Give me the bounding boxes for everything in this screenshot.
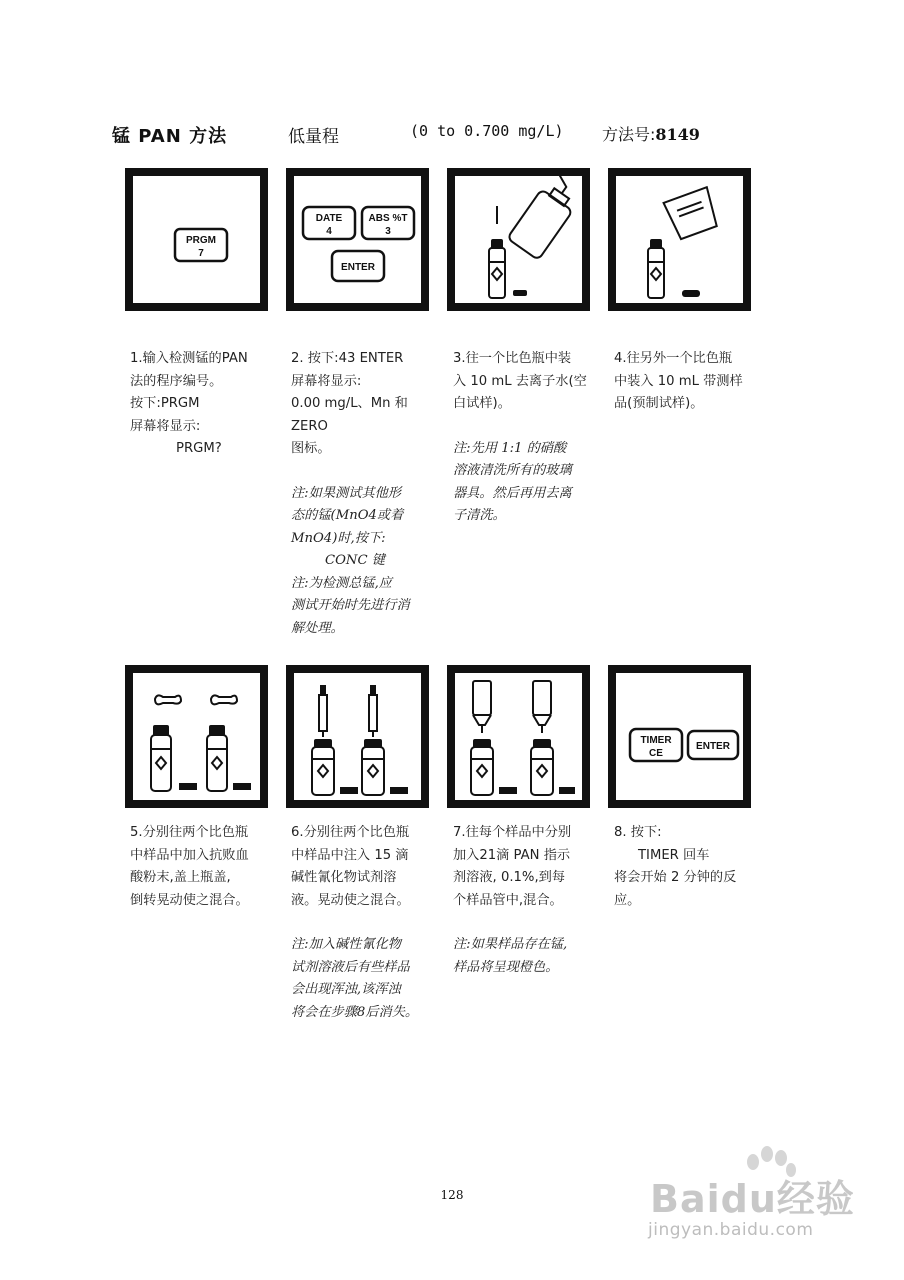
- step-2-illustration: [286, 168, 429, 311]
- note-line: 注:先用 1:1 的硝酸: [453, 440, 567, 456]
- step-line: 中样品中加入抗败血: [130, 847, 249, 863]
- dropper-bottles-icon: [294, 673, 421, 800]
- date-key-num: 4: [326, 226, 332, 237]
- step-8-illustration: [608, 665, 751, 808]
- step-line: 中装入 10 mL 带测样: [614, 373, 743, 389]
- method-label: 方法号:: [602, 125, 656, 144]
- enter-key-label: ENTER: [696, 741, 730, 752]
- step-line: 应。: [614, 892, 641, 908]
- step-line: 7.往每个样品中分别: [453, 825, 572, 840]
- step-5-illustration: [125, 665, 268, 808]
- range-units: (0 to 0.700 mg/L): [410, 122, 564, 140]
- note-line: 器具。然后再用去离: [453, 485, 572, 501]
- step-6-text: [291, 822, 441, 1024]
- step-line: 法的程序编号。: [130, 373, 223, 389]
- prgm-key-icon: [133, 176, 260, 303]
- step-7-text: [453, 822, 603, 979]
- step-line: 白试样)。: [453, 396, 511, 411]
- key-line: TIMER 回车: [638, 847, 710, 863]
- note-line: 注:为检测总锰,应: [291, 575, 392, 591]
- range-label: 低量程: [288, 127, 339, 147]
- powder-pillow-icon: [133, 673, 260, 800]
- reagent-bottles-icon: [455, 673, 582, 800]
- step-line: 个样品管中,混合。: [453, 892, 563, 908]
- step-line: 倒转晃动使之混合。: [130, 892, 249, 908]
- method-number-line: [602, 122, 700, 145]
- step-6-illustration: [286, 665, 429, 808]
- step-line: 中样品中注入 15 滴: [291, 847, 409, 863]
- step-line: 0.00 mg/L、Mn 和 ZERO: [291, 396, 408, 434]
- note-line: 将会在步骤8后消失。: [291, 1004, 419, 1020]
- step-3-text: [453, 348, 603, 528]
- note-line: 会出现浑浊,该浑浊: [291, 982, 401, 997]
- note-key: CONC 键: [325, 553, 385, 568]
- step-line: 图标。: [291, 441, 331, 456]
- step-line: 5.分别往两个比色瓶: [130, 825, 249, 840]
- step-line: 屏幕将显示:: [130, 418, 201, 434]
- step-7-illustration: [447, 665, 590, 808]
- abs-key-num: 3: [385, 226, 391, 237]
- step-line: 剂溶液, 0.1%,到每: [453, 870, 566, 885]
- step-2-text: [291, 348, 441, 640]
- note-line: 试剂溶液后有些样品: [291, 959, 410, 975]
- note-line: 解处理。: [291, 620, 344, 636]
- enter-key-label: ENTER: [341, 262, 375, 273]
- step-line: 液。晃动使之混合。: [291, 892, 410, 908]
- step-8-text: [614, 822, 764, 912]
- step-line: 6.分别往两个比色瓶: [291, 825, 410, 840]
- step-line: 8. 按下:: [614, 825, 662, 840]
- step-4-text: [614, 348, 764, 416]
- step-4-illustration: [608, 168, 751, 311]
- note-line: 注:如果测试其他形: [291, 485, 401, 501]
- note-line: 注:加入碱性氰化物: [291, 937, 401, 952]
- note-line: 样品将呈现橙色。: [453, 959, 559, 975]
- beaker-pour-icon: [616, 176, 743, 303]
- note-line: 态的锰(MnO4或着: [291, 508, 404, 523]
- step-line: 品(预制试样)。: [614, 396, 704, 411]
- timer-key-label: TIMER: [640, 735, 672, 746]
- method-title: 锰 PAN 方法: [112, 126, 228, 147]
- note-line: MnO4)时,按下:: [291, 530, 386, 546]
- step-3-illustration: [447, 168, 590, 311]
- step-line: 入 10 mL 去离子水(空: [453, 373, 587, 389]
- step-line: 酸粉末,盖上瓶盖,: [130, 870, 231, 885]
- page-header: [112, 122, 812, 150]
- step-line: 1.输入检测锰的PAN: [130, 351, 248, 366]
- step-line: 3.往一个比色瓶中装: [453, 351, 572, 366]
- step-line: 4.往另外一个比色瓶: [614, 351, 733, 366]
- abs-key-label: ABS %T: [368, 213, 408, 224]
- note-line: 注:如果样品存在锰,: [453, 937, 568, 952]
- method-number: 8149: [655, 125, 700, 144]
- timer-keys-icon: [616, 673, 743, 800]
- display-readout: PRGM?: [176, 441, 222, 456]
- wash-bottle-icon: [455, 176, 582, 303]
- step-line: 将会开始 2 分钟的反: [614, 870, 737, 885]
- step-line: 加入21滴 PAN 指示: [453, 847, 571, 863]
- date-key-label: DATE: [315, 213, 343, 224]
- step-line: 按下:PRGM: [130, 396, 200, 411]
- step-5-text: [130, 822, 280, 912]
- prgm-key-num: 7: [198, 248, 204, 259]
- watermark-url: jingyan.baidu.com: [648, 1220, 814, 1240]
- note-line: 子清洗。: [453, 508, 506, 523]
- page-number: 128: [440, 1188, 464, 1202]
- step-1-illustration: [125, 168, 268, 311]
- step-1-text: [130, 348, 280, 461]
- step-line: 2. 按下:43 ENTER: [291, 351, 404, 366]
- note-line: 溶液清洗所有的玻璃: [453, 463, 572, 478]
- note-line: 测试开始时先进行消: [291, 598, 410, 613]
- step-line: 屏幕将显示:: [291, 373, 362, 389]
- prgm-key-label: PRGM: [186, 235, 216, 246]
- ce-key-label: CE: [649, 748, 663, 759]
- step-line: 碱性氰化物试剂溶: [291, 870, 397, 885]
- keypad-icon: [294, 176, 421, 303]
- watermark-brand: Baidu经验: [650, 1177, 855, 1221]
